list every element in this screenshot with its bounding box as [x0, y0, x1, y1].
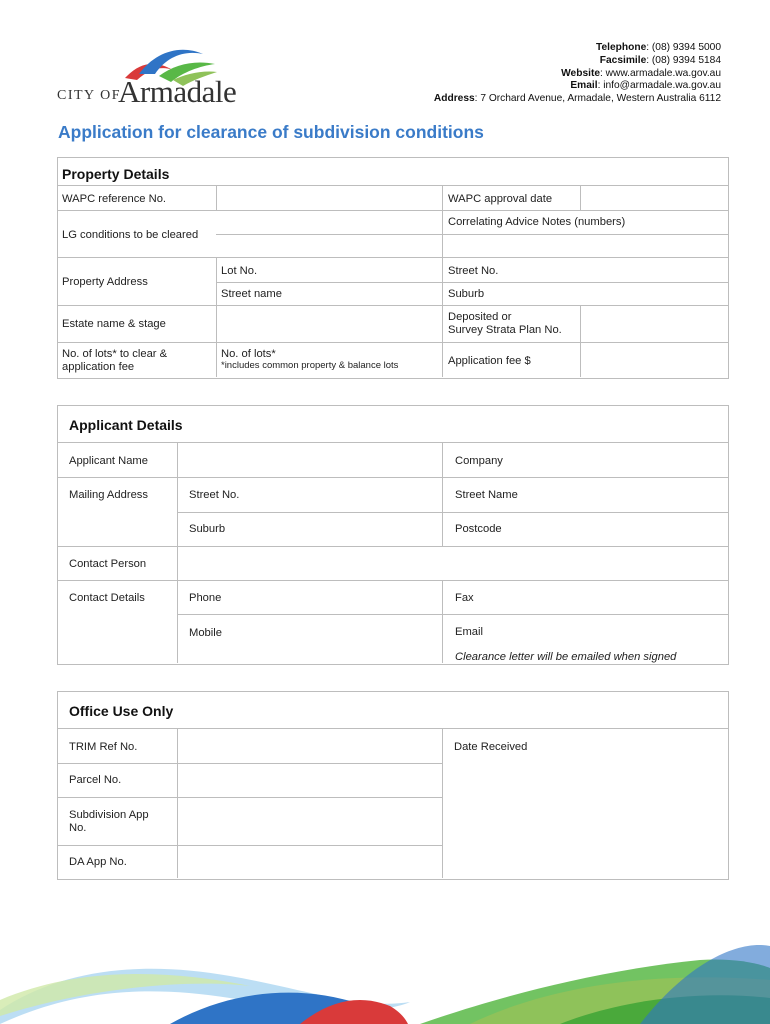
contact-line — [434, 55, 721, 68]
wapc-reference-label: WAPC reference No. — [62, 193, 167, 205]
property-details-heading: Property Details — [62, 166, 170, 182]
footer-swirl-graphic — [0, 940, 770, 1024]
subdivision-app-label: Subdivision App No. — [69, 809, 149, 834]
postcode-label[interactable]: Postcode — [455, 523, 502, 535]
contact-label: Telephone — [596, 42, 647, 53]
wapc-approval-date-field[interactable] — [581, 186, 727, 210]
page-title: Application for clearance of subdivision conditions — [58, 122, 484, 142]
deposited-plan-label: Deposited or Survey Strata Plan No. — [448, 311, 562, 336]
logo-armadale: Armadale — [118, 74, 237, 109]
contact-details-label: Contact Details — [69, 592, 145, 604]
contact-person-label: Contact Person — [69, 558, 147, 570]
property-address-label: Property Address — [62, 276, 148, 288]
contact-person-field[interactable] — [178, 547, 727, 580]
applicant-name-field[interactable] — [178, 443, 442, 477]
wapc-approval-date-label: WAPC approval date — [448, 193, 553, 205]
trim-ref-label: TRIM Ref No. — [69, 741, 138, 753]
applicant-name-label: Applicant Name — [69, 455, 148, 467]
mailing-address-label: Mailing Address — [69, 489, 148, 501]
correlating-advice-notes-label: Correlating Advice Notes (numbers) — [448, 216, 626, 228]
da-app-label: DA App No. — [69, 856, 127, 868]
includes-note: *includes common property & balance lots — [221, 360, 399, 371]
mobile-label[interactable]: Mobile — [189, 627, 222, 639]
parcel-no-label: Parcel No. — [69, 774, 122, 786]
wapc-reference-field[interactable] — [217, 186, 441, 210]
clearance-note: Clearance letter will be emailed when signed — [455, 651, 677, 663]
contact-label: Website — [561, 67, 600, 79]
fax-label[interactable]: Fax — [455, 592, 474, 604]
phone-label[interactable]: Phone — [189, 592, 222, 604]
email-label[interactable]: Email — [455, 626, 483, 638]
contact-label: Address — [433, 93, 475, 105]
applicant-street-no-label[interactable]: Street No. — [189, 489, 240, 501]
suburb-label[interactable]: Suburb — [448, 288, 485, 300]
date-received-label[interactable]: Date Received — [454, 741, 528, 753]
street-name-label[interactable]: Street name — [221, 288, 282, 300]
contact-label: Email — [570, 80, 598, 92]
lg-conditions-label: LG conditions to be cleared — [62, 229, 199, 241]
estate-name-field[interactable] — [217, 306, 441, 342]
contact-value: : (08) 9394 5000 — [646, 42, 721, 53]
contact-value: : www.armadale.wa.gov.au — [600, 67, 721, 79]
logo-city-of: CITY OF — [57, 88, 122, 103]
application-fee-label: Application fee $ — [448, 355, 531, 367]
company-label[interactable]: Company — [455, 455, 503, 467]
lot-no-label[interactable]: Lot No. — [221, 265, 258, 277]
office-use-heading: Office Use Only — [69, 703, 174, 719]
contact-line — [434, 80, 721, 93]
contact-line — [434, 68, 721, 81]
contact-line — [434, 93, 721, 106]
parcel-no-field[interactable] — [178, 764, 442, 797]
estate-name-label: Estate name & stage — [62, 318, 166, 330]
lots-to-clear-label: No. of lots* to clear & application fee — [62, 348, 168, 373]
subdivision-app-field[interactable] — [178, 798, 442, 845]
contact-label: Facsimile — [599, 54, 647, 66]
contact-value: : (08) 9394 5184 — [646, 54, 721, 66]
applicant-street-name-label[interactable]: Street Name — [455, 489, 518, 501]
contact-line — [434, 42, 721, 55]
da-app-field[interactable] — [178, 846, 442, 878]
no-of-lots-label[interactable]: No. of lots* — [221, 348, 276, 360]
contact-value: : 7 Orchard Avenue, Armadale, Western Australia 6112 — [474, 93, 721, 105]
application-fee-field[interactable] — [581, 343, 727, 377]
street-no-label[interactable]: Street No. — [448, 265, 499, 277]
applicant-suburb-label[interactable]: Suburb — [189, 523, 226, 535]
deposited-plan-field[interactable] — [581, 306, 727, 342]
applicant-details-heading: Applicant Details — [69, 417, 183, 433]
lg-conditions-field[interactable] — [217, 211, 441, 257]
trim-ref-field[interactable] — [178, 729, 442, 763]
contact-value: : info@armadale.wa.gov.au — [597, 80, 721, 92]
contact-block — [434, 42, 721, 106]
